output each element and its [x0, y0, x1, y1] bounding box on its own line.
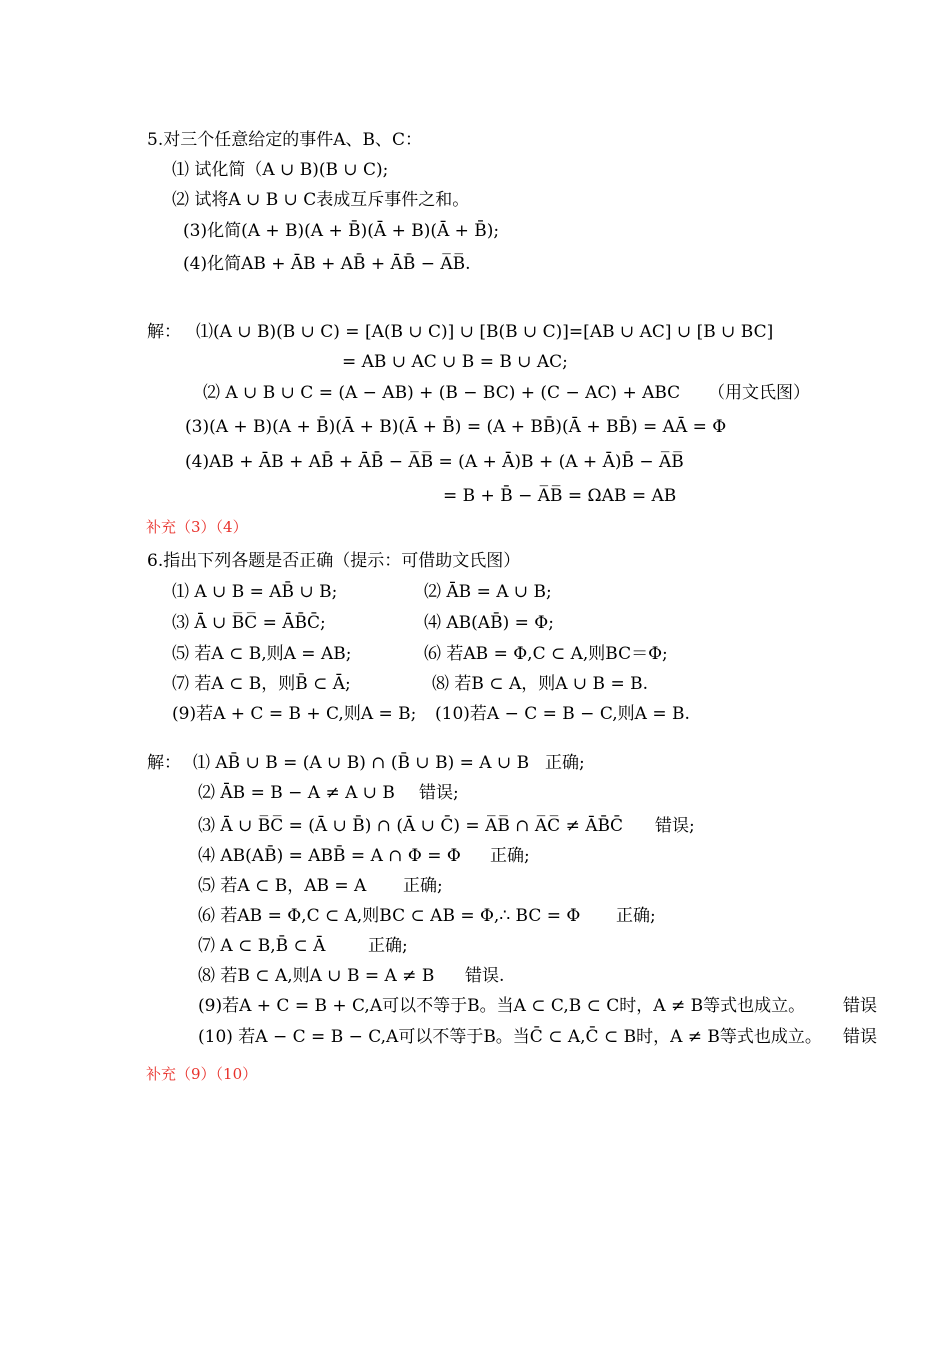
problem-5-part-4: (4)化简AB + ĀB + AB̄ + ĀB̄ − A̅B̅.: [183, 254, 471, 274]
problem-5-part-3: (3)化简(A + B)(A + B̄)(Ā + B)(Ā + B̄);: [183, 221, 500, 241]
problem-6-item-6: ⑹ 若AB = Φ,C ⊂ A,则BC＝Φ;: [424, 644, 668, 664]
solution-6-line-7: ⑺ A ⊂ B,B̄ ⊂ Ā: [198, 936, 326, 956]
solution-5-line-1: ⑴(A ∪ B)(B ∪ C) = [A(B ∪ C)] ∪ [B(B ∪ C)]=[AB ∪ AC] ∪ [B ∪ BC]: [196, 322, 774, 342]
solution-6-verdict-5: 正确;: [403, 876, 443, 896]
solution-6-verdict-7: 正确;: [368, 936, 408, 956]
solution-6-line-5: ⑸ 若A ⊂ B，AB = A: [198, 876, 367, 896]
solution-6-line-8: ⑻ 若B ⊂ A,则A ∪ B = A ≠ B: [198, 966, 435, 986]
supplement-6-note: 补充（9）（10）: [146, 1065, 258, 1083]
solution-6-line-9: (9)若A + C = B + C,A可以不等于B。当A ⊂ C,B ⊂ C时，A ≠ B等式也成立。: [198, 996, 806, 1016]
solution-5-label: 解：: [147, 322, 181, 342]
problem-6-item-9: (9)若A + C = B + C,则A = B;: [172, 704, 417, 724]
solution-6-verdict-9: 错误: [843, 996, 877, 1016]
solution-6-verdict-1: 正确;: [545, 753, 585, 773]
problem-6-item-4: ⑷ AB(AB̄) = Φ;: [424, 613, 554, 633]
problem-6-item-10: (10)若A − C = B − C,则A = B.: [435, 704, 690, 724]
supplement-5-note: 补充（3）（4）: [146, 518, 248, 536]
problem-5-heading: 5.对三个任意给定的事件A、B、C：: [147, 130, 422, 150]
problem-6-item-7: ⑺ 若A ⊂ B，则B̄ ⊂ Ā;: [172, 674, 351, 694]
solution-6-line-2: ⑵ ĀB = B − A ≠ A ∪ B: [198, 783, 395, 803]
solution-5-line-3: ⑵ A ∪ B ∪ C = (A − AB) + (B − BC) + (C − AC) + ABC: [203, 383, 681, 403]
problem-6-item-2: ⑵ ĀB = A ∪ B;: [424, 582, 552, 602]
solution-6-verdict-6: 正确;: [616, 906, 656, 926]
solution-6-label: 解：: [147, 753, 181, 773]
problem-6-heading: 6.指出下列各题是否正确（提示：可借助文氏图）: [147, 551, 521, 571]
solution-5-venn-note: （用文氏图）: [708, 383, 810, 403]
problem-5-part-1: ⑴ 试化简（A ∪ B)(B ∪ C);: [172, 160, 389, 180]
solution-6-verdict-2: 错误;: [419, 783, 459, 803]
problem-6-item-5: ⑸ 若A ⊂ B,则A = AB;: [172, 644, 352, 664]
solution-6-line-4: ⑷ AB(AB̄) = ABB̄ = A ∩ Φ = Φ: [198, 846, 461, 866]
solution-6-verdict-10: 错误: [843, 1027, 877, 1047]
solution-6-verdict-3: 错误;: [655, 816, 695, 836]
problem-6-item-1: ⑴ A ∪ B = AB̄ ∪ B;: [172, 582, 338, 602]
solution-6-verdict-4: 正确;: [490, 846, 530, 866]
solution-6-line-6: ⑹ 若AB = Φ,C ⊂ A,则BC ⊂ AB = Φ,∴ BC = Φ: [198, 906, 581, 926]
problem-6-item-3: ⑶ Ā ∪ B̅C̅ = ĀB̄C̄;: [172, 613, 326, 633]
solution-6-line-10: (10) 若A − C = B − C,A可以不等于B。当C̄ ⊂ A,C̄ ⊂ B时，A ≠ B等式也成立。: [198, 1027, 822, 1047]
problem-6-item-8: ⑻ 若B ⊂ A，则A ∪ B = B.: [432, 674, 648, 694]
solution-5-line-5: (4)AB + ĀB + AB̄ + ĀB̄ − A̅B̅ = (A + Ā)B + (A + Ā)B̄ − A̅B̅: [185, 452, 684, 472]
solution-6-verdict-8: 错误.: [465, 966, 505, 986]
solution-5-line-4: (3)(A + B)(A + B̄)(Ā + B)(Ā + B̄) = (A + BB̄)(Ā + BB̄) = AĀ = Φ: [185, 417, 727, 437]
solution-5-line-2: = AB ∪ AC ∪ B = B ∪ AC;: [342, 352, 568, 372]
solution-5-line-6: = B + B̄ − A̅B̅ = ΩAB = AB: [443, 486, 677, 506]
problem-5-part-2: ⑵ 试将A ∪ B ∪ C表成互斥事件之和。: [172, 190, 470, 210]
solution-6-line-1: ⑴ AB̄ ∪ B = (A ∪ B) ∩ (B̄ ∪ B) = A ∪ B: [193, 753, 530, 773]
solution-6-line-3: ⑶ Ā ∪ B̅C̅ = (Ā ∪ B̄) ∩ (Ā ∪ C̄) = A̅B̅ ∩ A̅C̅ ≠ ĀB̄C̄: [198, 816, 624, 836]
